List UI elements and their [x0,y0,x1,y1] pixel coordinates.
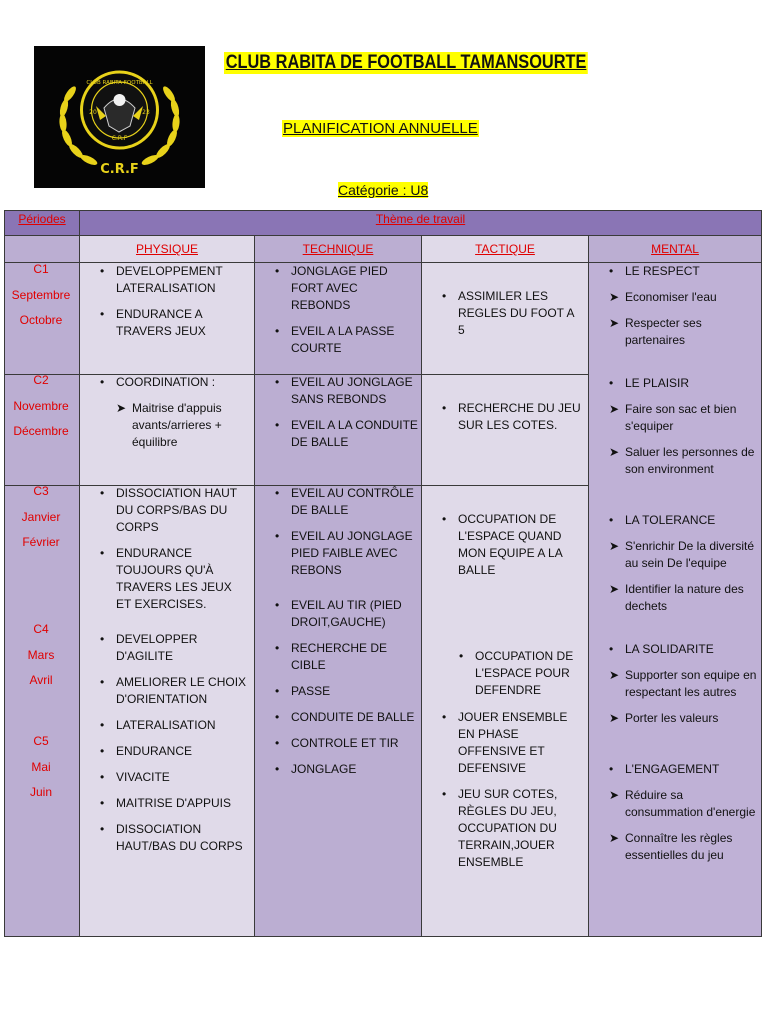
col-header-technique-cell [254,235,422,263]
arrow-bullet-icon: ➤ [609,788,620,802]
bullet-icon: • [100,718,105,732]
list-item-text: PASSE [291,684,331,698]
list-item [607,315,759,349]
list-item [273,374,418,408]
list-item [273,263,418,314]
bullet-icon: • [442,512,447,526]
list-item-text: ENDURANCE A TRAVERS JEUX [116,307,206,338]
list-item-text: COORDINATION : [116,375,216,389]
list-item [98,795,250,812]
bullet-icon: • [442,787,447,801]
list-item-text: CONTROLE ET TIR [291,736,399,750]
list-item [607,289,759,306]
list-item [98,306,248,340]
bullet-icon: • [442,710,447,724]
arrow-bullet-icon: ➤ [609,402,620,416]
logo-inner-initials: C.R.F [111,135,128,142]
arrow-bullet-icon: ➤ [609,668,620,682]
list-item [607,401,759,435]
arrow-bullet-icon: ➤ [116,401,127,415]
period-c4: C4 Mars Avril [27,622,55,687]
club-logo [34,46,205,188]
tactique-row3c-list [440,709,582,880]
bullet-icon: • [609,264,614,278]
list-item-text: JONGLAGE PIED FORT AVEC REBONDS [291,264,388,312]
arrow-bullet-icon: ➤ [609,316,620,330]
bullet-icon: • [609,513,614,527]
list-item-text: DEVELOPPEMENT LATERALISATION [116,264,223,295]
list-item-text: AMELIORER LE CHOIX D'ORIENTATION [116,675,247,706]
bullet-icon: • [275,264,280,278]
list-item-text: LE RESPECT [625,264,700,278]
list-item-text: LE PLAISIR [625,376,690,390]
list-item-text: ASSIMILER LES REGLES DU FOOT A 5 [458,289,574,337]
list-item [607,375,759,392]
list-item-text: EVEIL AU CONTRÔLE DE BALLE [291,486,414,517]
list-item [98,263,248,297]
list-item-text: LATERALISATION [116,718,216,732]
bullet-icon: • [442,289,447,303]
col-header-physique: PHYSIQUE [135,242,198,256]
theme-header-cell [79,210,762,236]
list-item-text: Respecter ses partenaires [625,316,702,347]
planning-table [4,210,762,937]
list-item-text: JOUER ENSEMBLE EN PHASE OFFENSIVE ET DEFENSIVE [458,710,568,775]
bullet-icon: • [100,307,105,321]
bullet-icon: • [275,762,280,776]
col-header-tactique: TACTIQUE [475,242,535,256]
logo-year-right: 23 [142,109,150,116]
arrow-bullet-icon: ➤ [609,831,620,845]
list-item [607,581,759,615]
list-item-text: DISSOCIATION HAUT DU CORPS/BAS DU CORPS [116,486,237,534]
list-item-text: ENDURANCE TOUJOURS QU'À TRAVERS LES JEUX ET EXERCISES. [116,546,232,611]
bullet-icon: • [275,598,280,612]
periods-header-cell [4,210,80,236]
list-item [607,538,759,572]
list-item [273,417,418,451]
bullet-icon: • [609,376,614,390]
bullet-icon: • [100,796,105,810]
bullet-icon: • [100,675,105,689]
col-header-mental: MENTAL [651,242,699,256]
list-item [440,511,582,579]
list-item-text: JEU SUR COTES, RÈGLES DU JEU, OCCUPATION DU TERRAIN,JOUER ENSEMBLE [458,787,558,869]
list-item [98,374,248,391]
list-item-text: Connaître les règles essentielles du jeu [625,831,733,862]
physique-row3-list [98,485,250,864]
list-item [98,743,250,760]
list-item-text: VIVACITE [116,770,170,784]
list-item [98,674,250,708]
bullet-icon: • [275,418,280,432]
list-item-text: Porter les valeurs [625,711,719,725]
bullet-icon: • [100,744,105,758]
list-item-text: Maitrise d'appuis avants/arrieres + équilibre [132,401,222,449]
col-header-mental-cell [588,235,762,263]
list-item [273,683,418,700]
bullet-icon: • [275,736,280,750]
bullet-icon: • [459,649,464,663]
technique-row2-list [273,374,418,460]
list-item [607,761,759,778]
bullet-icon: • [100,822,105,836]
bullet-icon: • [100,375,105,389]
list-item [607,667,759,701]
list-item-text: Economiser l'eau [625,290,717,304]
arrow-bullet-icon: ➤ [609,711,620,725]
bullet-icon: • [275,529,280,543]
list-item-text: OCCUPATION DE L'ESPACE QUAND MON EQUIPE A LA BALLE [458,512,563,577]
list-item [607,263,759,280]
list-item-text: S'enrichir De la diversité au sein De l'equipe [625,539,755,570]
list-item [607,641,759,658]
list-item [98,717,250,734]
arrow-bullet-icon: ➤ [609,290,620,304]
list-item [440,786,582,871]
period-c3: C3 Janvier Février [21,484,61,549]
bullet-icon: • [275,486,280,500]
list-item [98,485,250,536]
list-item-text: JONGLAGE [291,762,357,776]
bullet-icon: • [100,632,105,646]
physique-row2-list [98,374,248,460]
col-header-tactique-cell [421,235,589,263]
list-item-text: Identifier la nature des dechets [625,582,744,613]
list-item [607,787,759,821]
bullet-icon: • [100,264,105,278]
technique-row1-list [273,263,418,366]
list-item [98,631,250,665]
list-item [607,444,759,478]
list-item [607,710,759,727]
list-item [273,709,418,726]
list-item-text: LA TOLERANCE [625,513,716,527]
list-item-text: Faire son sac et bien s'equiper [625,402,737,433]
list-item [607,830,759,864]
list-item-text: ENDURANCE [116,744,193,758]
page-subtitle: PLANIFICATION ANNUELLE [283,120,478,137]
mental-list [607,263,759,873]
list-item-text: Saluer les personnes de son environment [625,445,755,476]
bullet-icon: • [275,684,280,698]
list-item [273,761,418,778]
col-header-physique-cell [79,235,255,263]
theme-header: Thème de travail [375,212,466,226]
tactique-row3a-list [440,511,582,588]
arrow-bullet-icon: ➤ [609,582,620,596]
list-item [273,640,418,674]
list-item [98,769,250,786]
tactique-row3b-list [457,648,585,708]
logo-initials: C.R.F [100,162,139,177]
col-header-technique: TECHNIQUE [302,242,374,256]
page-title: CLUB RABITA DE FOOTBALL TAMANSOURTE [225,52,587,73]
periods-header: Périodes [18,212,66,226]
list-item-text: EVEIL A LA PASSE COURTE [291,324,395,355]
list-item-text: EVEIL A LA CONDUITE DE BALLE [291,418,418,449]
tactique-row2-list [440,400,582,443]
list-item [98,545,250,613]
bullet-icon: • [275,324,280,338]
list-item-text: MAITRISE D'APPUIS [116,796,231,810]
list-item-text: DISSOCIATION HAUT/BAS DU CORPS [116,822,243,853]
list-item-text: CONDUITE DE BALLE [291,710,415,724]
list-item-text: RECHERCHE DE CIBLE [291,641,388,672]
tactique-row1-list [440,288,582,348]
list-item [273,528,418,579]
list-item-text: Supporter son equipe en respectant les autres [625,668,757,699]
list-item [273,735,418,752]
bullet-icon: • [100,486,105,500]
list-item [607,512,759,529]
list-item-text: RECHERCHE DU JEU SUR LES COTES. [458,401,581,432]
bullet-icon: • [442,401,447,415]
list-item-text: DEVELOPPER D'AGILITE [116,632,198,663]
period-c1: C1 Septembre Octobre [11,262,71,327]
list-item-text: Réduire sa consummation d'energie [625,788,756,819]
arrow-bullet-icon: ➤ [609,539,620,553]
list-item [114,400,248,451]
list-item-text: EVEIL AU TIR (PIED DROIT,GAUCHE) [291,598,402,629]
list-item-text: LA SOLIDARITE [625,642,714,656]
logo-arc-text: CLUB RABITA FOOTBALL [86,80,153,86]
list-item-text: OCCUPATION DE L'ESPACE POUR DEFENDRE [475,649,574,697]
list-item [440,288,582,339]
bullet-icon: • [100,770,105,784]
arrow-bullet-icon: ➤ [609,445,620,459]
list-item-text: L'ENGAGEMENT [625,762,720,776]
list-item [440,400,582,434]
logo-year-left: 20 [89,109,97,116]
list-item [273,597,418,631]
bullet-icon: • [275,375,280,389]
list-item [457,648,585,699]
bullet-icon: • [100,546,105,560]
bullet-icon: • [275,710,280,724]
period-c5: C5 Mai Juin [29,734,52,799]
list-item-text: EVEIL AU JONGLAGE PIED FAIBLE AVEC REBONS [291,529,413,577]
list-item [98,821,250,855]
eagle-crest-icon [34,46,205,188]
bullet-icon: • [609,642,614,656]
list-item [273,485,418,519]
bullet-icon: • [275,641,280,655]
physique-row1-list [98,263,248,349]
list-item-text: EVEIL AU JONGLAGE SANS REBONDS [291,375,413,406]
list-item [273,323,418,357]
list-item [440,709,582,777]
bullet-icon: • [609,762,614,776]
period-c2: C2 Novembre Décembre [13,373,69,438]
technique-row3-list [273,485,418,787]
category-label: Catégorie : U8 [338,182,429,198]
